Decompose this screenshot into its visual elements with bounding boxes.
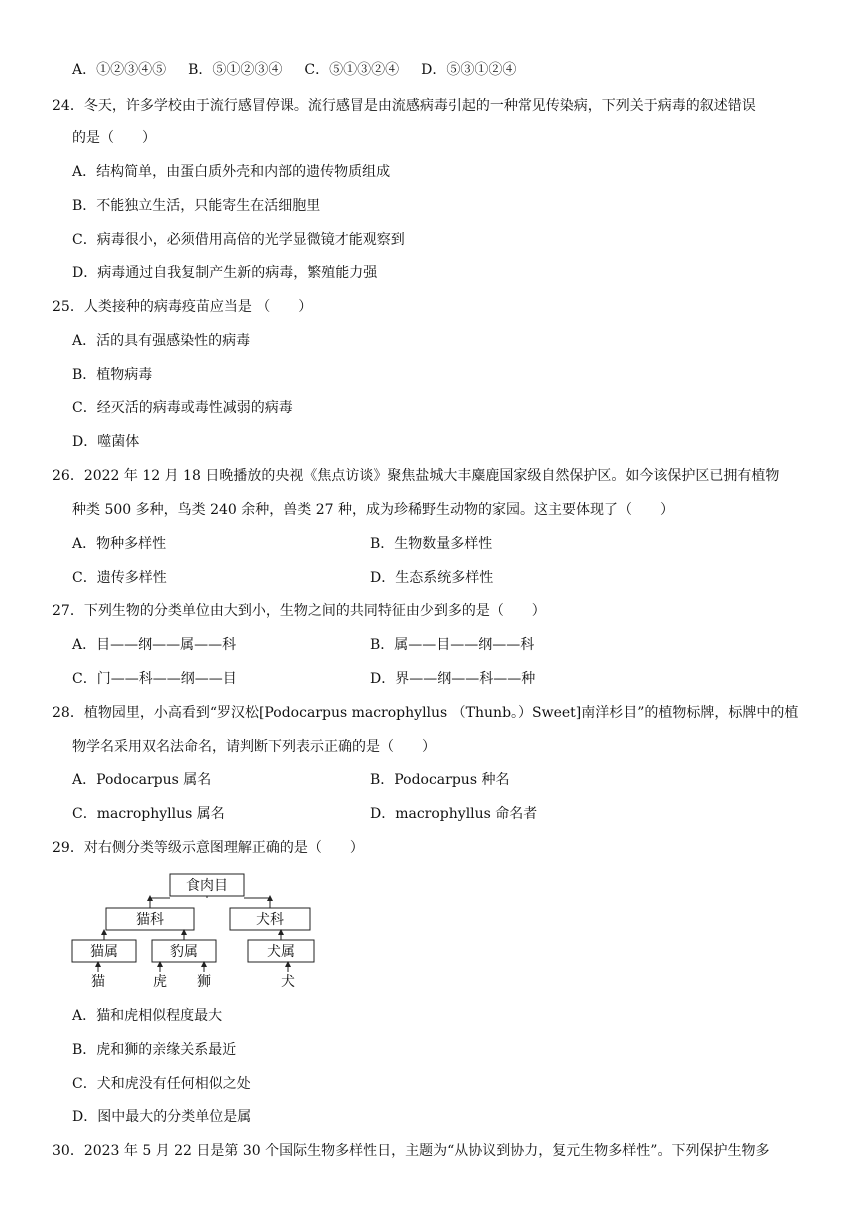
q28-option-b: B．Podocarpus 种名 bbox=[370, 772, 510, 788]
q25-option-b: B．植物病毒 bbox=[72, 367, 153, 383]
q23-option-d: D．⑤③①②④ bbox=[421, 62, 517, 78]
genus-label-panthera: 豹属 bbox=[170, 944, 198, 960]
q28-option-a: A．Podocarpus 属名 bbox=[72, 772, 212, 788]
species-label-dog: 犬 bbox=[281, 974, 295, 990]
q27-option-b: B．属——目——纲——科 bbox=[370, 637, 535, 653]
species-label-lion: 狮 bbox=[197, 974, 211, 990]
q24-option-d: D．病毒通过自我复制产生新的病毒，繁殖能力强 bbox=[72, 265, 378, 281]
classification-diagram bbox=[62, 866, 326, 994]
q26-option-a: A．物种多样性 bbox=[72, 536, 167, 552]
q27-option-d: D．界——纲——科——种 bbox=[370, 671, 536, 687]
genus-label-felis: 猫属 bbox=[90, 944, 118, 960]
q24-option-b: B．不能独立生活，只能寄生在活细胞里 bbox=[72, 198, 321, 214]
genus-label-canis: 犬属 bbox=[267, 944, 295, 960]
q26-option-d: D．生态系统多样性 bbox=[370, 570, 494, 586]
q23-option-b: B．⑤①②③④ bbox=[188, 62, 283, 78]
species-label-cat: 猫 bbox=[91, 974, 105, 990]
q25-option-c: C．经灭活的病毒或毒性减弱的病毒 bbox=[72, 400, 293, 416]
q24-option-c: C．病毒很小，必须借用高倍的光学显微镜才能观察到 bbox=[72, 232, 405, 248]
q29-option-a: A．猫和虎相似程度最大 bbox=[72, 1008, 223, 1024]
q24-option-a: A．结构简单，由蛋白质外壳和内部的遗传物质组成 bbox=[72, 164, 391, 180]
q29-option-b: B．虎和狮的亲缘关系最近 bbox=[72, 1042, 237, 1058]
q28-option-c: C．macrophyllus 属名 bbox=[72, 806, 225, 822]
q26-option-b: B．生物数量多样性 bbox=[370, 536, 493, 552]
q23-option-c: C．⑤①③②④ bbox=[304, 62, 400, 78]
q29-stem: 29．对右侧分类等级示意图理解正确的是（ ） bbox=[52, 840, 364, 856]
q27-option-a: A．目——纲——属——科 bbox=[72, 637, 237, 653]
q29-option-c: C．犬和虎没有任何相似之处 bbox=[72, 1076, 251, 1092]
q25-option-d: D．噬菌体 bbox=[72, 434, 140, 450]
q24-stem-line1: 24．冬天，许多学校由于流行感冒停课。流行感冒是由流感病毒引起的一种常见传染病，下列关于病毒的叙述错误 bbox=[52, 98, 756, 114]
order-label: 食肉目 bbox=[186, 878, 228, 894]
q25-option-a: A．活的具有强感染性的病毒 bbox=[72, 333, 251, 349]
q23-option-a: A．①②③④⑤ bbox=[72, 62, 167, 78]
q27-stem: 27．下列生物的分类单位由大到小，生物之间的共同特征由少到多的是（ ） bbox=[52, 603, 546, 619]
q26-stem-line1: 26．2022 年 12 月 18 日晚播放的央视《焦点访谈》聚焦盐城大丰麋鹿国家级自然保护区。如今该保护区已拥有植物 bbox=[52, 468, 780, 484]
q26-option-c: C．遗传多样性 bbox=[72, 570, 167, 586]
q26-stem-line2: 种类 500 多种，鸟类 240 余种，兽类 27 种，成为珍稀野生动物的家园。这主要体现了（ ） bbox=[72, 502, 674, 518]
q28-option-d: D．macrophyllus 命名者 bbox=[370, 806, 538, 822]
q30-stem-line1: 30．2023 年 5 月 22 日是第 30 个国际生物多样性日，主题为“从协议到协力，复元生物多样性”。下列保护生物多 bbox=[52, 1143, 770, 1159]
family-label-dog: 犬科 bbox=[256, 912, 284, 928]
q24-stem-line2: 的是（ ） bbox=[72, 130, 156, 146]
q28-stem-line1: 28．植物园里，小高看到“罗汉松[Podocarpus macrophyllus （Thunb。）Sweet]南洋杉目”的植物标牌，标牌中的植 bbox=[52, 705, 799, 721]
q29-option-d: D．图中最大的分类单位是属 bbox=[72, 1109, 252, 1125]
q25-stem: 25．人类接种的病毒疫苗应当是 （ ） bbox=[52, 299, 313, 315]
q28-stem-line2: 物学名采用双名法命名，请判断下列表示正确的是（ ） bbox=[72, 739, 436, 755]
family-label-cat: 猫科 bbox=[136, 912, 164, 928]
q27-option-c: C．门——科——纲——目 bbox=[72, 671, 237, 687]
species-label-tiger: 虎 bbox=[153, 974, 167, 990]
q23-options bbox=[72, 60, 516, 80]
